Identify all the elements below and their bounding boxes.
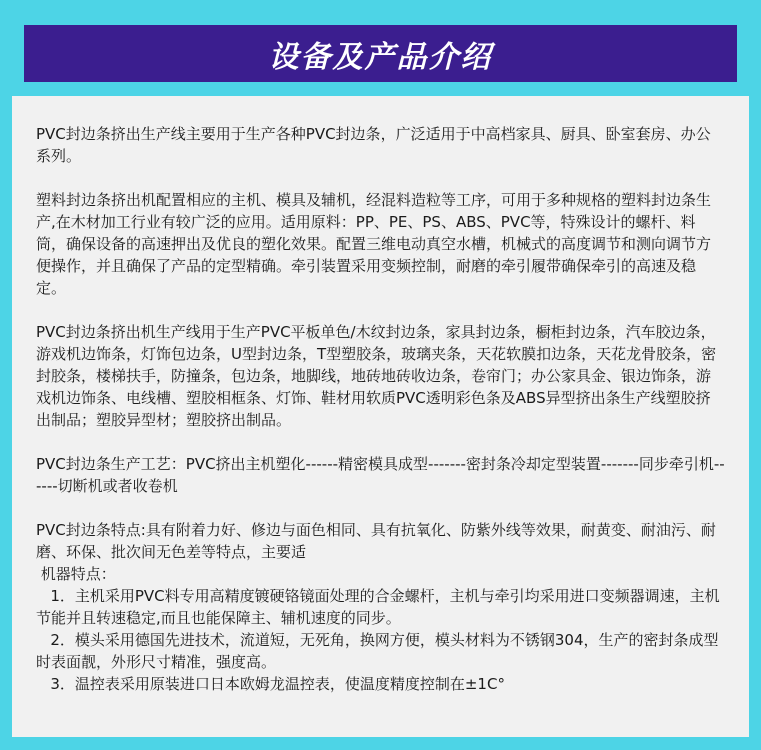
feature-item-2: 2．模头采用德国先进技术，流道短，无死角，换网方便，模头材料为不锈钢304，生产的密封条成型时表面靓，外形尺寸精准，强度高。 [36, 631, 719, 671]
paragraph-characteristics: PVC封边条特点:具有附着力好、修边与面色相同、具有抗氧化、防紫外线等效果，耐黄变、耐油污、耐磨、环保、批次间无色差等特点，主要适 [36, 521, 716, 561]
machine-features-heading: 机器特点： [36, 565, 116, 583]
paragraph-process: PVC封边条生产工艺：PVC挤出主机塑化------精密模具成型-------密封条冷却定型装置-------同步牵引机------切断机或者收卷机 [36, 455, 725, 495]
machine-features-list [36, 585, 725, 695]
paragraph-extruder-config: 塑料封边条挤出机配置相应的主机、模具及辅机，经混料造粒等工序，可用于多种规格的塑料封边条生产,在木材加工行业有较广泛的应用。适用原料：PP、PE、PS、ABS、PVC等，特殊设计的螺杆、料筒，确保设备的高速押出及优良的塑化效果。配置三维电动真空水槽，机械式的高度调节和测向调节方便操作，并且确保了产品的定型精确。牵引装置采用变频控制，耐磨的牵引履带确保牵引的高速及稳定。 [36, 191, 712, 297]
paragraph-product-range: PVC封边条挤出机生产线用于生产PVC平板单色/木纹封边条，家具封边条，橱柜封边条，汽车胶边条，游戏机边饰条，灯饰包边条，U型封边条，T型塑胶条，玻璃夹条，天花软膜扣边条，天花龙骨胶条，密封胶条，楼梯扶手，防撞条，包边条，地脚线，地砖地砖收边条，卷帘门；办公家具金、银边饰条，游戏机边饰条、电线槽、塑胶相框条、灯饰、鞋材用软质PVC透明彩色条及ABS异型挤出条生产线塑胶挤出制品；塑胶异型材；塑胶挤出制品。 [36, 323, 717, 429]
content-panel [12, 96, 749, 737]
feature-item-3: 3．温控表采用原装进口日本欧姆龙温控表，使温度精度控制在±1C° [36, 675, 505, 693]
feature-item-1: 1．主机采用PVC料专用高精度镀硬铬镜面处理的合金螺杆，主机与牵引均采用进口变频器调速，主机节能并且转速稳定,而且也能保障主、辅机速度的同步。 [36, 587, 720, 627]
page-title: 设备及产品介绍 [268, 39, 493, 75]
paragraph-intro: PVC封边条挤出生产线主要用于生产各种PVC封边条，广泛适用于中高档家具、厨具、卧室套房、办公系列。 [36, 125, 711, 165]
title-banner [24, 25, 737, 82]
